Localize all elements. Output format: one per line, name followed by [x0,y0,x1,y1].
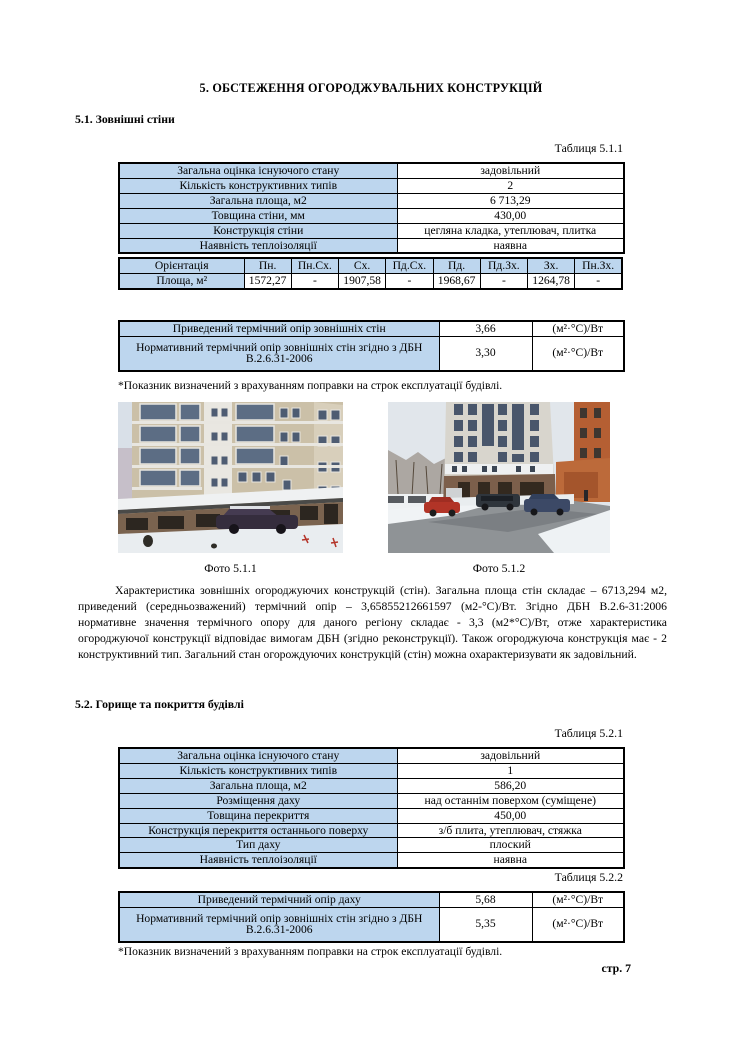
area-value-cell: 1968,67 [433,273,480,288]
row-value-cell: 586,20 [397,778,624,793]
street-view-photo-illustration [388,402,610,553]
row-label-cell: Кількість конструктивних типів [119,763,397,778]
table-row [119,892,624,907]
row-label-cell: Площа, м² [119,273,244,288]
row-label-cell: Загальна оцінка існуючого стану [119,163,397,178]
building-facade-photo-illustration [118,402,343,553]
table-row [119,838,624,853]
row-value-cell: 5,68 [439,892,532,907]
table-5-2-2-caption: Таблиця 5.2.2 [554,870,623,884]
table-row [119,853,624,868]
photo-5-1-2 [388,402,610,576]
orientation-header-cell: Зх. [528,258,575,273]
table-row [119,748,624,763]
table-row [119,193,624,208]
area-value-cell: - [575,273,622,288]
row-unit-cell: (м²·°С)/Вт [532,336,624,371]
row-value-cell: 3,66 [439,321,532,336]
row-label-cell: Наявність теплоізоляції [119,853,397,868]
row-value-cell: задовільний [397,748,624,763]
photo-caption: Фото 5.1.2 [472,561,526,575]
thermal-resistance-table-roof [118,891,625,943]
page-title: 5. ОБСТЕЖЕННЯ ОГОРОДЖУВАЛЬНИХ КОНСТРУКЦІЙ [199,81,543,95]
table-row [119,223,624,238]
area-value-cell: - [386,273,433,288]
table-row [119,793,624,808]
footnote: *Показник визначений з врахуванням поправки на строк експлуатації будівлі. [118,945,503,958]
area-value-cell: 1264,78 [528,273,575,288]
row-value-cell: 450,00 [397,808,624,823]
row-value-cell: наявна [397,238,624,253]
row-value-cell: 5,35 [439,907,532,942]
table-row [119,208,624,223]
row-label-cell: Кількість конструктивних типів [119,178,397,193]
table-row [119,763,624,778]
orientation-table [118,257,623,290]
row-value-cell: 3,30 [439,336,532,371]
table-5-1-1-caption: Таблиця 5.1.1 [554,141,623,155]
area-value-cell: 1572,27 [244,273,291,288]
row-value-cell: з/б плита, утеплювач, стяжка [397,823,624,838]
table-row [119,273,622,288]
orientation-header-cell: Пн.Зх. [575,258,622,273]
orientation-header-cell: Пд.Сх. [386,258,433,273]
table-row [119,163,624,178]
row-unit-cell: (м²·°С)/Вт [532,907,624,942]
row-value-cell: наявна [397,853,624,868]
table-row [119,178,624,193]
thermal-resistance-table-walls [118,320,625,372]
row-label-cell: Загальна площа, м2 [119,778,397,793]
orientation-header-cell: Пн.Сх. [291,258,338,273]
row-label-cell: Наявність теплоізоляції [119,238,397,253]
table-header-row [119,258,622,273]
photo-caption: Фото 5.1.1 [204,561,257,575]
area-value-cell: - [291,273,338,288]
orientation-header-cell: Пд. [433,258,480,273]
table-row [119,238,624,253]
row-unit-cell: (м²·°С)/Вт [532,321,624,336]
row-label-cell: Тип даху [119,838,397,853]
walls-description-paragraph: Характеристика зовнішніх огороджуючих конструкцій (стін). Загальна площа стін складає – 6713,294 м2, приведений (середньозважений) термічний опір – 3,65855212661597 (м2-°С)/Вт. Згідно ДБН В.2.6-31:2006 нормативне значення термічного опору для даного регіону складає - 3,3 (м2*°С)/Вт, отже характеристика огороджуючої конструкції відповідає вимогам ДБН (згідно реконструкції). Також огороджуюча конструкція має - 2 конструктивний тип. Загальний стан огорождуючих конструкцій (стін) можна охарактеризувати як задовільний. [78,584,667,661]
photo-5-1-1 [118,402,343,576]
row-value-cell: 1 [397,763,624,778]
table-row [119,336,624,371]
orientation-header-cell: Сх. [339,258,386,273]
row-value-cell: цегляна кладка, утеплювач, плитка [397,223,624,238]
row-unit-cell: (м²·°С)/Вт [532,892,624,907]
table-row [119,907,624,942]
row-value-cell: 6 713,29 [397,193,624,208]
table-row [119,321,624,336]
row-value-cell: 2 [397,178,624,193]
table-5-2-1 [118,747,625,869]
table-5-1-1 [118,162,625,254]
row-label-cell: Конструкція перекриття останнього поверху [119,823,397,838]
footnote: *Показник визначений з врахуванням поправки на строк експлуатації будівлі. [118,379,503,392]
row-label-cell: Нормативний термічний опір зовнішніх стін згідно з ДБН В.2.6.31-2006 [119,907,439,942]
row-label-cell: Загальна оцінка існуючого стану [119,748,397,763]
section-5-2-heading: 5.2. Горище та покриття будівлі [75,697,244,711]
table-row [119,823,624,838]
row-value-cell: 430,00 [397,208,624,223]
row-label-cell: Загальна площа, м2 [119,193,397,208]
row-value-cell: задовільний [397,163,624,178]
row-label-cell: Розміщення даху [119,793,397,808]
table-row [119,778,624,793]
row-label-cell: Приведений термічний опір зовнішніх стін [119,321,439,336]
row-label-cell: Товщина перекриття [119,808,397,823]
orientation-header-cell: Орієнтація [119,258,244,273]
orientation-header-cell: Пд.Зх. [480,258,527,273]
area-value-cell: 1907,58 [339,273,386,288]
area-value-cell: - [480,273,527,288]
row-label-cell: Нормативний термічний опір зовнішніх стін згідно з ДБН В.2.6.31-2006 [119,336,439,371]
table-row [119,808,624,823]
row-label-cell: Конструкція стіни [119,223,397,238]
page-number: стр. 7 [601,961,631,975]
orientation-header-cell: Пн. [244,258,291,273]
row-label-cell: Приведений термічний опір даху [119,892,439,907]
row-value-cell: над останнім поверхом (суміщене) [397,793,624,808]
section-5-1-heading: 5.1. Зовнішні стіни [75,112,175,126]
table-5-2-1-caption: Таблиця 5.2.1 [554,726,623,740]
row-label-cell: Товщина стіни, мм [119,208,397,223]
row-value-cell: плоский [397,838,624,853]
